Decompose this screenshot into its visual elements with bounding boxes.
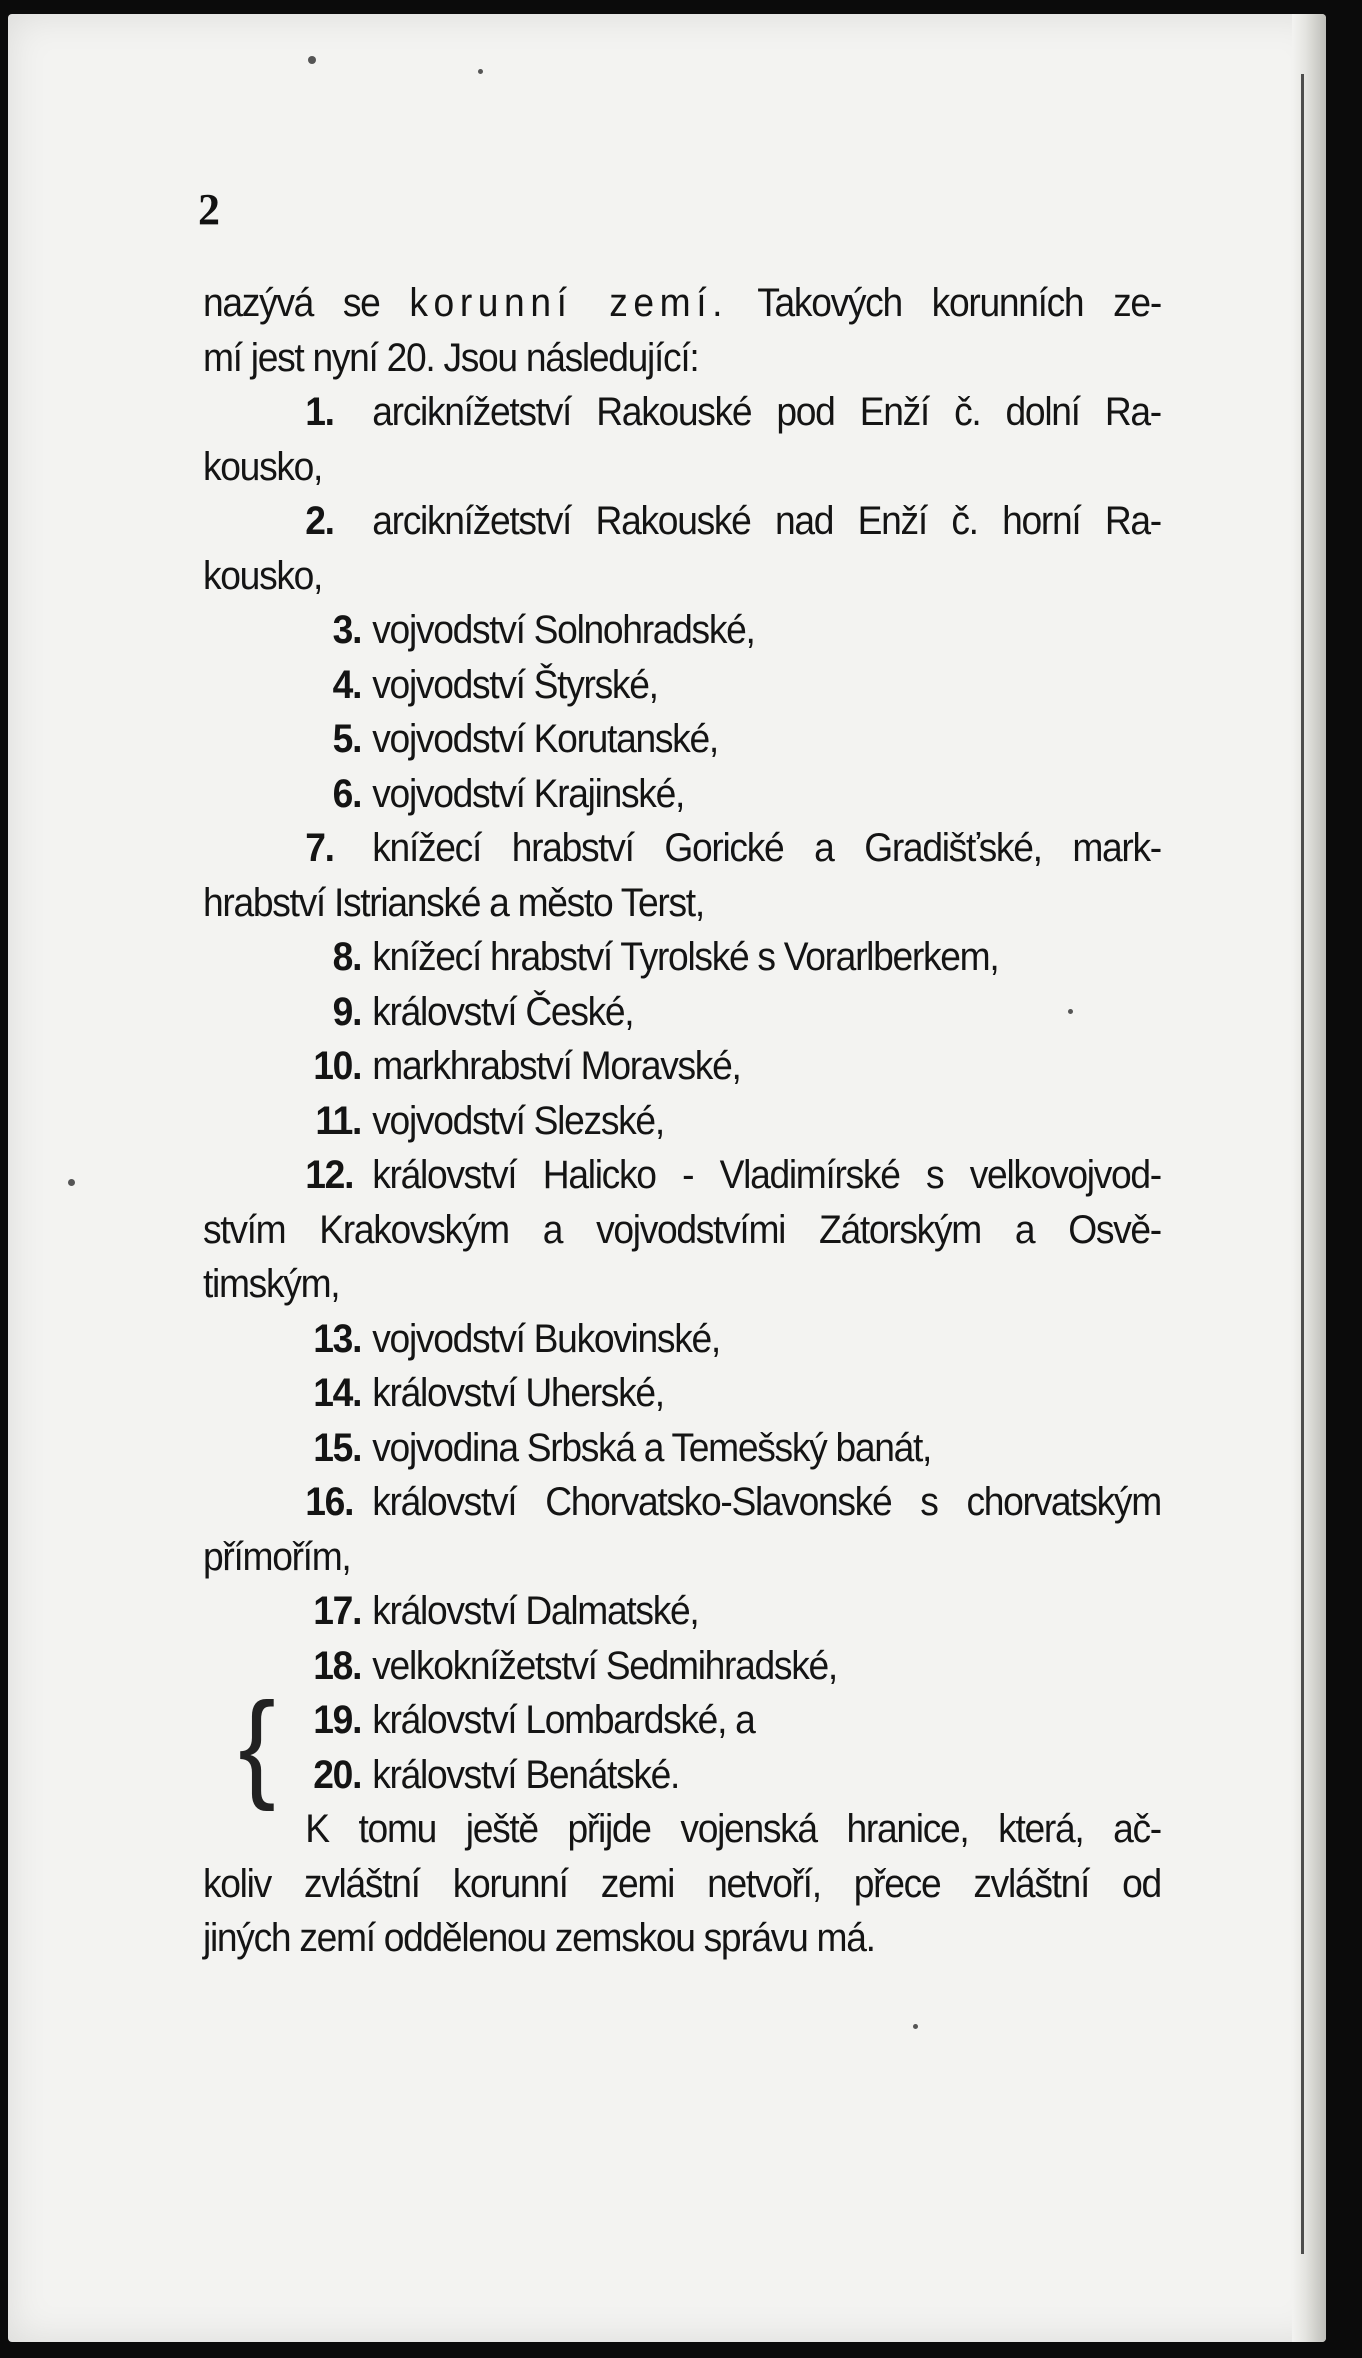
- list-item: 2. arciknížetství Rakouské nad Enží č. horní Ra-: [305, 499, 1161, 543]
- list-item: 3. vojvodství Solnohradské,: [332, 608, 755, 652]
- list-item: 1. arciknížetství Rakouské pod Enží č. dolní Ra-: [305, 390, 1161, 434]
- list-item: 11. vojvodství Slezské,: [315, 1098, 664, 1143]
- closing-line-1: K tomu ještě přijde vojenská hranice, která, ač-: [305, 1807, 1161, 1851]
- emphasized-term: korunní zemí.: [409, 281, 729, 325]
- list-item: 18. velkoknížetství Sedmihradské,: [313, 1643, 837, 1688]
- list-item: 14. království Uherské,: [313, 1371, 664, 1415]
- list-item: 16. království Chorvatsko-Slavonské s chorvatským: [305, 1480, 1161, 1524]
- list-item: 7. knížecí hrabství Gorické a Gradišťské, mark-: [305, 826, 1161, 870]
- list-item: 10. markhrabství Moravské,: [313, 1044, 741, 1088]
- list-item-continuation: hrabství Istrianské a město Terst,: [203, 880, 704, 925]
- list-item: 15. vojvodina Srbská a Temešský banát,: [313, 1425, 932, 1470]
- list-item-continuation: kousko,: [203, 444, 323, 489]
- curly-brace-bracket: {: [238, 1678, 275, 1812]
- list-item: 8. knížecí hrabství Tyrolské s Vorarlberkem,: [332, 935, 999, 979]
- closing-line-3: jiných zemí oddělenou zemskou správu má.: [203, 1916, 875, 1960]
- list-item: 6. vojvodství Krajinské,: [332, 771, 684, 816]
- list-item: 13. vojvodství Bukovinské,: [313, 1316, 720, 1361]
- page-spine-shadow: [1292, 14, 1326, 2342]
- list-item: 17. království Dalmatské,: [313, 1589, 699, 1633]
- body-text: [203, 276, 1161, 1966]
- spine-edge-line: [1301, 74, 1304, 2254]
- list-item: 4. vojvodství Štyrské,: [332, 662, 658, 707]
- list-item: { 19. království Lombardské, a: [238, 1678, 755, 1812]
- list-item: 12. království Halicko - Vladimírské s velkovojvod-: [305, 1153, 1161, 1197]
- intro-line-1: nazývá se korunní zemí. Takových korunních ze-: [203, 281, 1161, 325]
- closing-line-2: koliv zvláštní korunní zemi netvoří, přece zvláštní od: [203, 1861, 1161, 1906]
- list-item: 20. království Benátské.: [313, 1752, 680, 1797]
- page-number: 2: [198, 185, 220, 234]
- list-item-continuation: kousko,: [203, 553, 323, 598]
- list-item: 9. království České,: [332, 989, 634, 1034]
- list-item-continuation: stvím Krakovským a vojvodstvími Zátorským a Osvě-: [203, 1207, 1161, 1252]
- book-page: [8, 14, 1326, 2342]
- list-item-continuation: přímořím,: [203, 1534, 351, 1579]
- list-item-continuation: timským,: [203, 1262, 340, 1306]
- intro-line-2: mí jest nyní 20. Jsou následující:: [203, 335, 699, 380]
- list-item: 5. vojvodství Korutanské,: [332, 717, 718, 761]
